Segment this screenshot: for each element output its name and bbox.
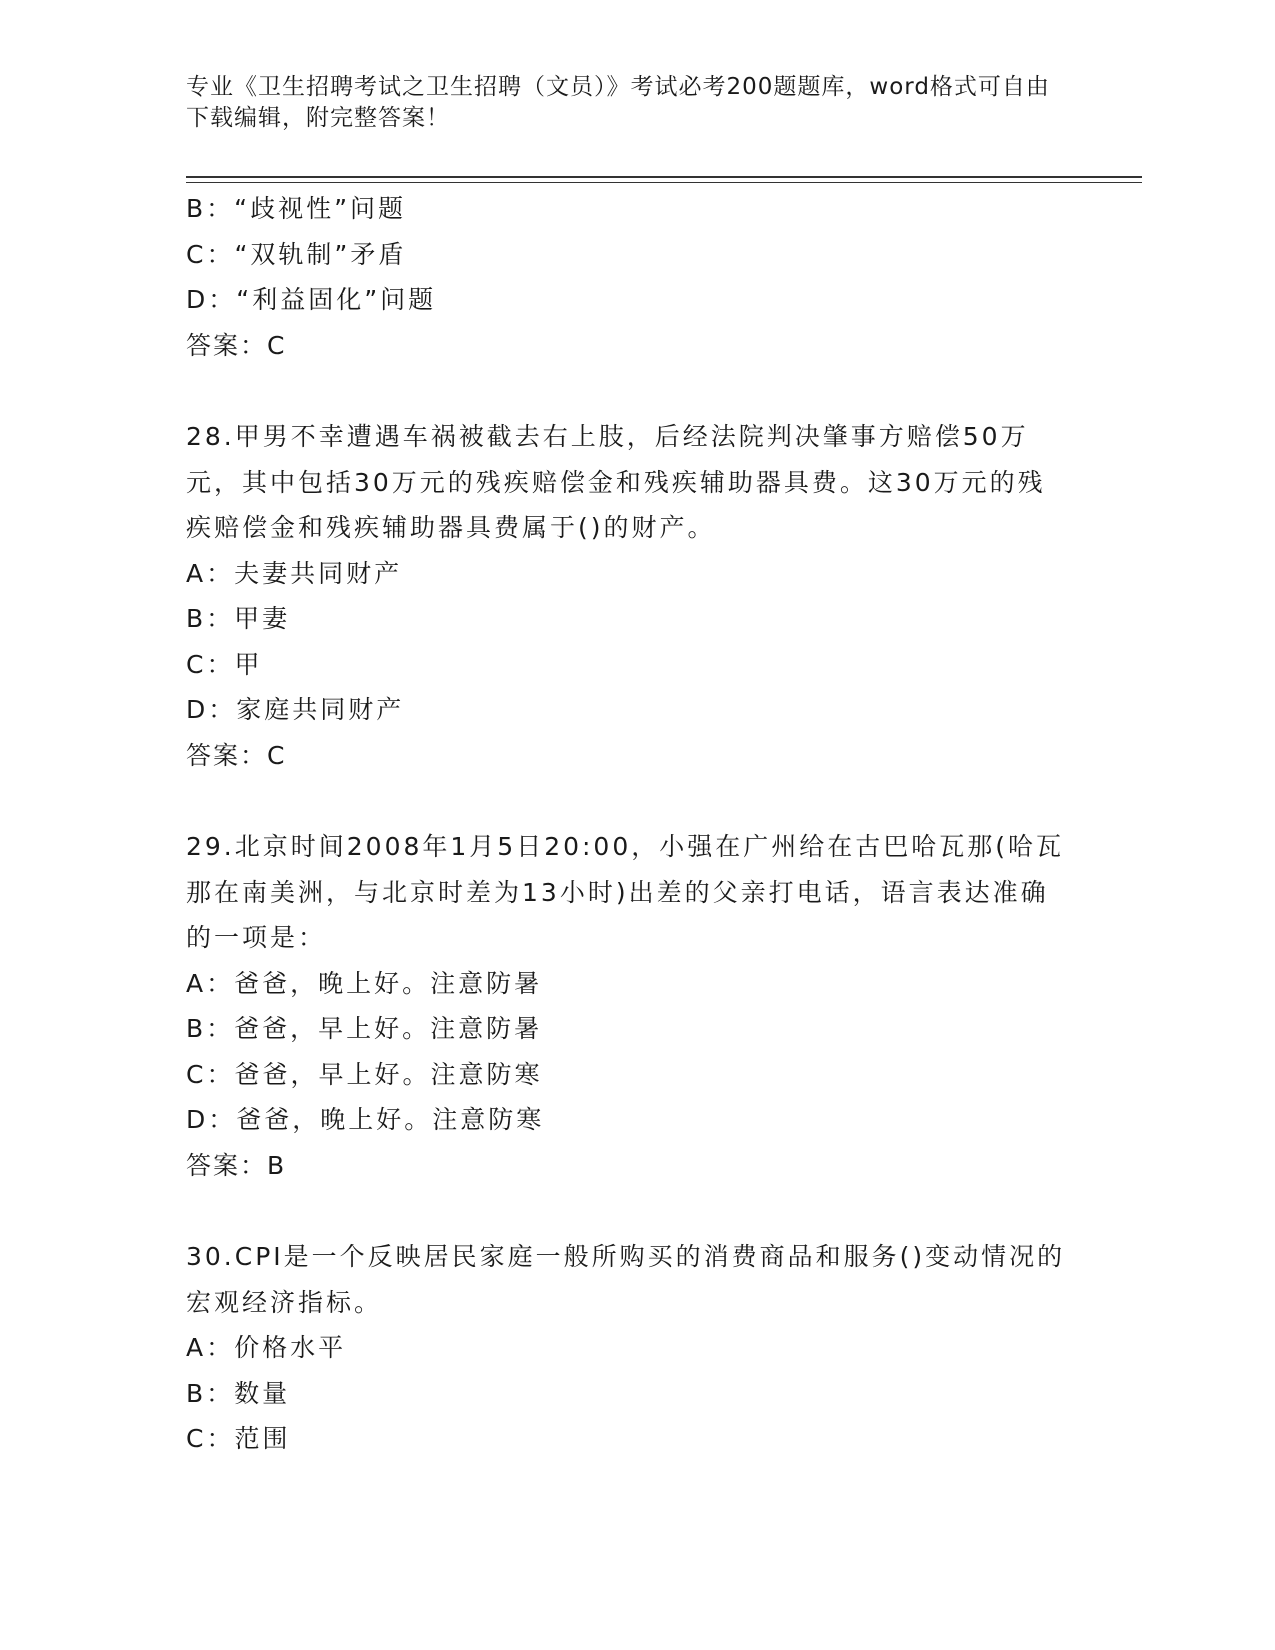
option-text: 范围 — [234, 1424, 291, 1453]
option-label: C： — [186, 239, 235, 269]
option-line — [186, 277, 1066, 323]
option-line — [186, 232, 1066, 278]
previous-question-tail — [186, 186, 1066, 368]
question-30 — [186, 1234, 1066, 1462]
header-rule-thin — [186, 182, 1142, 183]
header-rule — [186, 176, 1142, 178]
option-text: 爸爸，晚上好。注意防寒 — [236, 1105, 545, 1134]
option-text: “双轨制”矛盾 — [234, 239, 407, 269]
option-text: 夫妻共同财产 — [234, 558, 403, 588]
option-text: 爸爸，早上好。注意防暑 — [234, 1014, 543, 1043]
option-line — [186, 1371, 1066, 1417]
option-label: C： — [186, 649, 235, 679]
option-line — [186, 1416, 1066, 1462]
answer-line: 答案：C — [186, 330, 287, 360]
option-label: A： — [186, 1333, 235, 1362]
option-label: C： — [186, 1424, 235, 1453]
option-text: “歧视性”问题 — [234, 194, 407, 223]
option-label: B： — [186, 1378, 235, 1408]
option-label: B： — [186, 604, 235, 633]
answer-line: 答案：B — [186, 1150, 287, 1180]
answer-line: 答案：C — [186, 740, 287, 770]
option-text: 价格水平 — [234, 1333, 347, 1362]
option-label: D： — [186, 285, 237, 314]
option-label: A： — [186, 558, 235, 588]
document-header: 专业《卫生招聘考试之卫生招聘（文员）》考试必考200题题库，word格式可自由下载编辑，附完整答案！ — [186, 74, 1050, 131]
option-text: “利益固化”问题 — [236, 285, 437, 314]
question-stem: 28.甲男不幸遭遇车祸被截去右上肢，后经法院判决肇事方赔偿50万元，其中包括30万元的残疾赔偿金和残疾辅助器具费。这30万元的残疾赔偿金和残疾辅助器具费属于()的财产。 — [186, 422, 1046, 542]
option-line — [186, 1006, 1066, 1052]
option-line — [186, 961, 1066, 1007]
option-label: D： — [186, 1105, 237, 1134]
option-text: 家庭共同财产 — [236, 695, 405, 724]
option-text: 爸爸，晚上好。注意防暑 — [234, 968, 543, 998]
option-line — [186, 1097, 1066, 1143]
question-28 — [186, 414, 1066, 778]
option-label: B： — [186, 194, 235, 223]
option-label: B： — [186, 1014, 235, 1043]
option-line — [186, 596, 1066, 642]
option-label: A： — [186, 968, 235, 998]
document-body — [186, 186, 1066, 1462]
option-text: 数量 — [234, 1378, 291, 1408]
option-line — [186, 1325, 1066, 1371]
option-line — [186, 1052, 1066, 1098]
option-line — [186, 186, 1066, 232]
question-stem: 30.CPI是一个反映居民家庭一般所购买的消费商品和服务()变动情况的宏观经济指标。 — [186, 1242, 1066, 1317]
question-29 — [186, 824, 1066, 1188]
question-stem: 29.北京时间2008年1月5日20:00，小强在广州给在古巴哈瓦那(哈瓦那在南美洲，与北京时差为13小时)出差的父亲打电话，语言表达准确的一项是： — [186, 832, 1064, 952]
option-label: D： — [186, 695, 237, 724]
option-line — [186, 642, 1066, 688]
option-text: 爸爸，早上好。注意防寒 — [234, 1059, 543, 1089]
option-text: 甲妻 — [234, 604, 291, 633]
option-line — [186, 551, 1066, 597]
option-line — [186, 687, 1066, 733]
option-text: 甲 — [234, 649, 263, 679]
option-label: C： — [186, 1059, 235, 1089]
